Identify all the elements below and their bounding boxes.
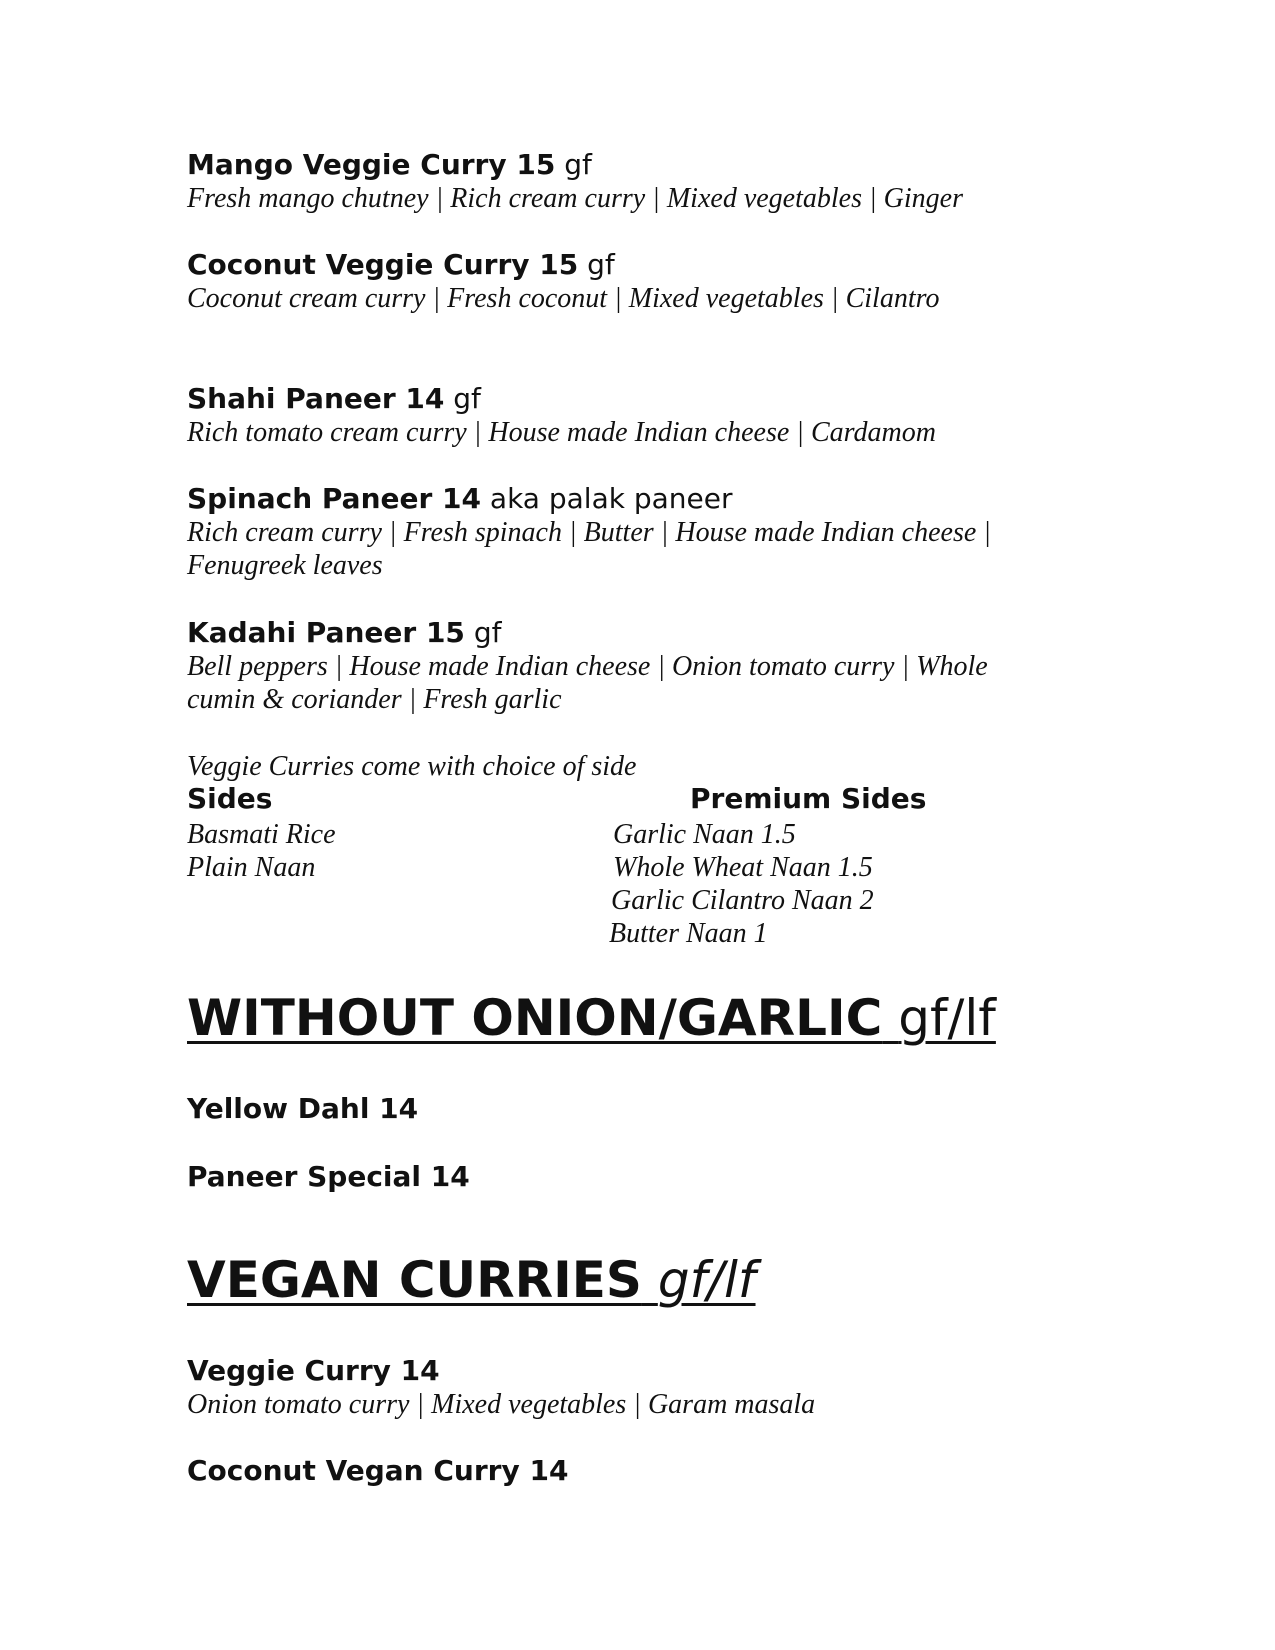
menu-item-name: Yellow Dahl 14 bbox=[187, 1092, 419, 1125]
menu-item-title bbox=[187, 248, 615, 282]
section-title-text: VEGAN CURRIES bbox=[187, 1251, 642, 1309]
premium-sides-heading: Premium Sides bbox=[690, 782, 927, 815]
sides-note: Veggie Curries come with choice of side bbox=[187, 751, 637, 782]
menu-item-name: Coconut Veggie Curry 15 bbox=[187, 248, 579, 281]
side-item: Plain Naan bbox=[187, 852, 316, 883]
menu-item-tag: aka palak paneer bbox=[489, 482, 733, 515]
menu-item-description: Fresh mango chutney | Rich cream curry | Mixed vegetables | Ginger bbox=[187, 183, 964, 214]
section-title-tag: gf/lf bbox=[657, 1251, 756, 1309]
menu-item-name: Shahi Paneer 14 bbox=[187, 382, 445, 415]
menu-item-description: Onion tomato curry | Mixed vegetables | Garam masala bbox=[187, 1389, 816, 1420]
menu-item-description: Rich cream curry | Fresh spinach | Butter | House made Indian cheese | bbox=[187, 517, 991, 548]
menu-item-title bbox=[187, 482, 733, 516]
menu-item-name: Veggie Curry 14 bbox=[187, 1354, 440, 1387]
section-title-without-onion-garlic bbox=[187, 988, 996, 1048]
menu-item-description: Bell peppers | House made Indian cheese | Onion tomato curry | Whole bbox=[187, 651, 988, 682]
side-item: Basmati Rice bbox=[187, 819, 336, 850]
premium-side-item: Garlic Cilantro Naan 2 bbox=[611, 885, 874, 916]
menu-item-title bbox=[187, 1160, 470, 1194]
premium-side-item: Garlic Naan 1.5 bbox=[613, 819, 796, 850]
menu-item-title bbox=[187, 1092, 418, 1126]
menu-item-name: Coconut Vegan Curry 14 bbox=[187, 1454, 569, 1487]
premium-side-item: Butter Naan 1 bbox=[609, 918, 768, 949]
menu-item-name: Spinach Paneer 14 bbox=[187, 482, 482, 515]
menu-item-name: Kadahi Paneer 15 bbox=[187, 616, 465, 649]
menu-item-name: Paneer Special 14 bbox=[187, 1160, 470, 1193]
premium-side-item: Whole Wheat Naan 1.5 bbox=[613, 852, 873, 883]
menu-item-description: Rich tomato cream curry | House made Indian cheese | Cardamom bbox=[187, 417, 936, 448]
menu-item-description: cumin & coriander | Fresh garlic bbox=[187, 684, 562, 715]
menu-item-tag: gf bbox=[453, 382, 481, 415]
menu-item-title bbox=[187, 382, 481, 416]
menu-item-description: Coconut cream curry | Fresh coconut | Mixed vegetables | Cilantro bbox=[187, 283, 940, 314]
menu-item-description: Fenugreek leaves bbox=[187, 550, 383, 581]
menu-item-tag: gf bbox=[587, 248, 615, 281]
sides-heading: Sides bbox=[187, 782, 273, 815]
section-title-text: WITHOUT ONION/GARLIC bbox=[187, 989, 883, 1047]
section-title-tag: gf/lf bbox=[898, 989, 996, 1047]
menu-item-tag: gf bbox=[473, 616, 502, 649]
menu-item-title bbox=[187, 1454, 568, 1488]
menu-item-name: Mango Veggie Curry 15 bbox=[187, 148, 556, 181]
section-title-vegan-curries bbox=[187, 1250, 756, 1310]
menu-item-title bbox=[187, 1354, 440, 1388]
menu-item-title bbox=[187, 148, 592, 182]
menu-item-title bbox=[187, 616, 501, 650]
menu-item-tag: gf bbox=[564, 148, 592, 181]
